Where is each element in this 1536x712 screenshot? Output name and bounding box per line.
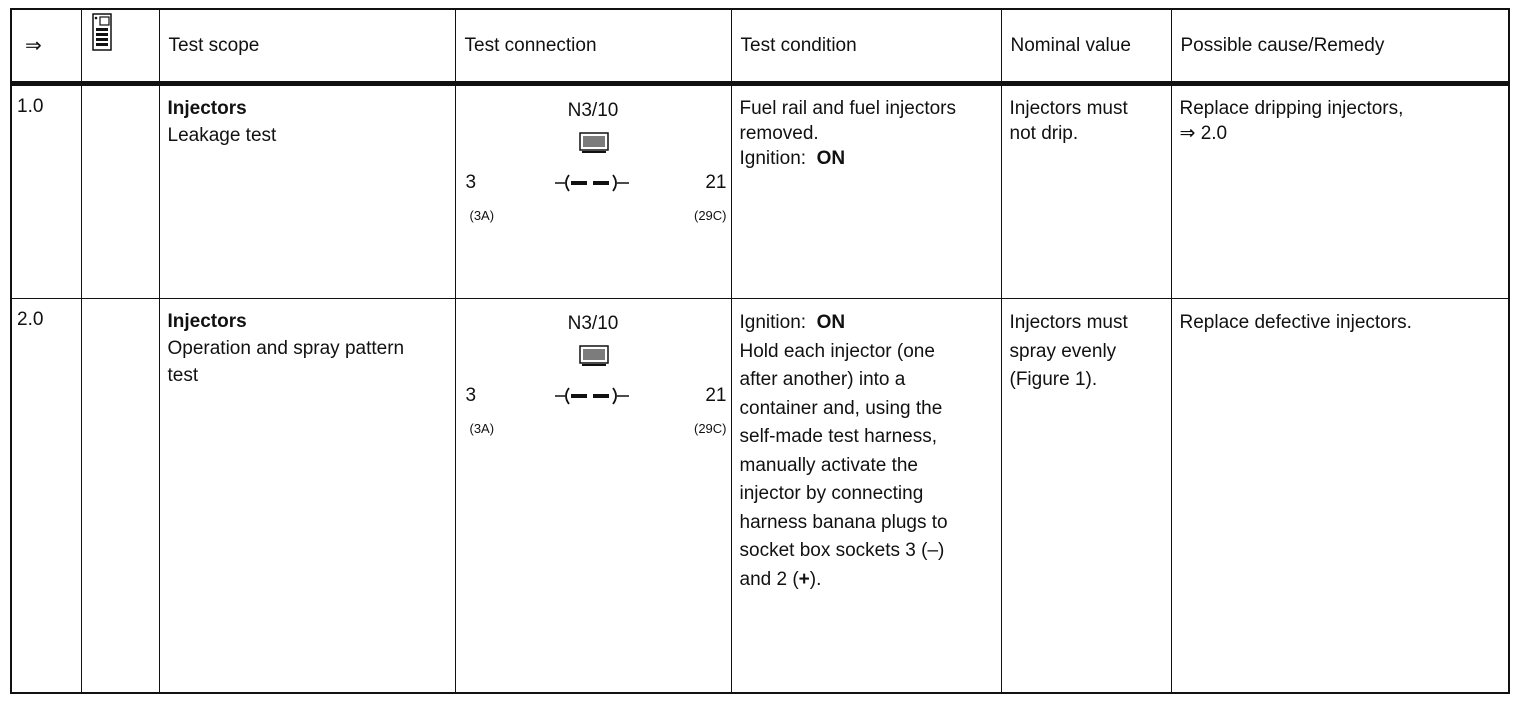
header-test-scope: Test scope [159,9,455,84]
row-connection [455,299,731,694]
condition-line: Fuel rail and fuel injectors [739,98,956,119]
socket-box-icon [579,132,609,154]
condition-line: container and, using the [739,397,943,419]
row-connection [455,84,731,299]
header-test-condition: Test condition [731,9,1001,84]
table-row [11,299,1509,694]
connection-left-socket: 3 [465,172,477,193]
remedy-line: Replace defective injectors. [1179,312,1412,333]
header-device [81,9,159,84]
table-row [11,84,1509,299]
nominal-line: Injectors must [1009,312,1128,333]
nominal-line: not drip. [1009,123,1079,145]
row-condition [731,84,1001,299]
condition-line: injector by connecting [739,483,924,504]
header-test-connection: Test connection [455,9,731,84]
row-device-cell [81,299,159,694]
scope-subtitle: Operation and spray pattern [167,337,405,359]
remedy-link: ⇒ 2.0 [1179,123,1228,145]
scope-subtitle: test [167,364,199,386]
cable-connector-icon [553,385,633,407]
nominal-line: spray evenly [1009,340,1117,362]
header-possible-cause: Possible cause/Remedy [1171,9,1509,84]
condition-line: self-made test harness, [739,426,937,447]
row-nominal [1001,299,1171,694]
connection-left-socket: 3 [465,385,477,406]
tester-device-icon [90,12,114,52]
condition-line: Hold each injector (one [739,340,935,362]
scope-subtitle: Leakage test [167,124,277,146]
row-number: 2.0 [11,299,81,694]
plus-sign: + [798,568,810,590]
row-scope [159,84,455,299]
condition-line: and 2 ( [739,568,799,590]
nominal-line: (Figure 1). [1009,369,1098,390]
connection-left-pin: (3A) [469,421,495,436]
row-device-cell [81,84,159,299]
test-table [10,8,1510,694]
remedy-line: Replace dripping injectors, [1179,98,1404,119]
condition-line: after another) into a [739,369,906,390]
row-scope [159,299,455,694]
condition-line: harness banana plugs to [739,511,948,533]
nominal-line: Injectors must [1009,98,1128,119]
ignition-label: Ignition: [739,148,807,170]
ignition-label: Ignition: [739,312,807,333]
socket-box-icon [579,345,609,367]
connection-unit: N3/10 [567,313,619,334]
row-remedy [1171,299,1509,694]
connection-unit: N3/10 [567,100,619,121]
condition-line-end: ). [809,568,822,590]
row-condition [731,299,1001,694]
cable-connector-icon [553,172,633,194]
header-arrow: ⇒ [11,9,81,84]
header-nominal-value: Nominal value [1001,9,1171,84]
ignition-value: ON [816,148,846,170]
condition-line: socket box sockets 3 (–) [739,540,945,561]
scope-title: Injectors [167,311,247,332]
row-number: 1.0 [11,84,81,299]
scope-title: Injectors [167,98,247,119]
connection-right-pin: (29C) [693,421,727,436]
row-nominal [1001,84,1171,299]
table-header-row [11,9,1509,84]
condition-line: removed. [739,123,819,145]
connection-right-socket: 21 [705,385,727,406]
connection-right-socket: 21 [705,172,727,193]
connection-left-pin: (3A) [469,208,495,223]
ignition-value: ON [816,312,846,333]
condition-line: manually activate the [739,454,918,476]
connection-right-pin: (29C) [693,208,727,223]
row-remedy [1171,84,1509,299]
